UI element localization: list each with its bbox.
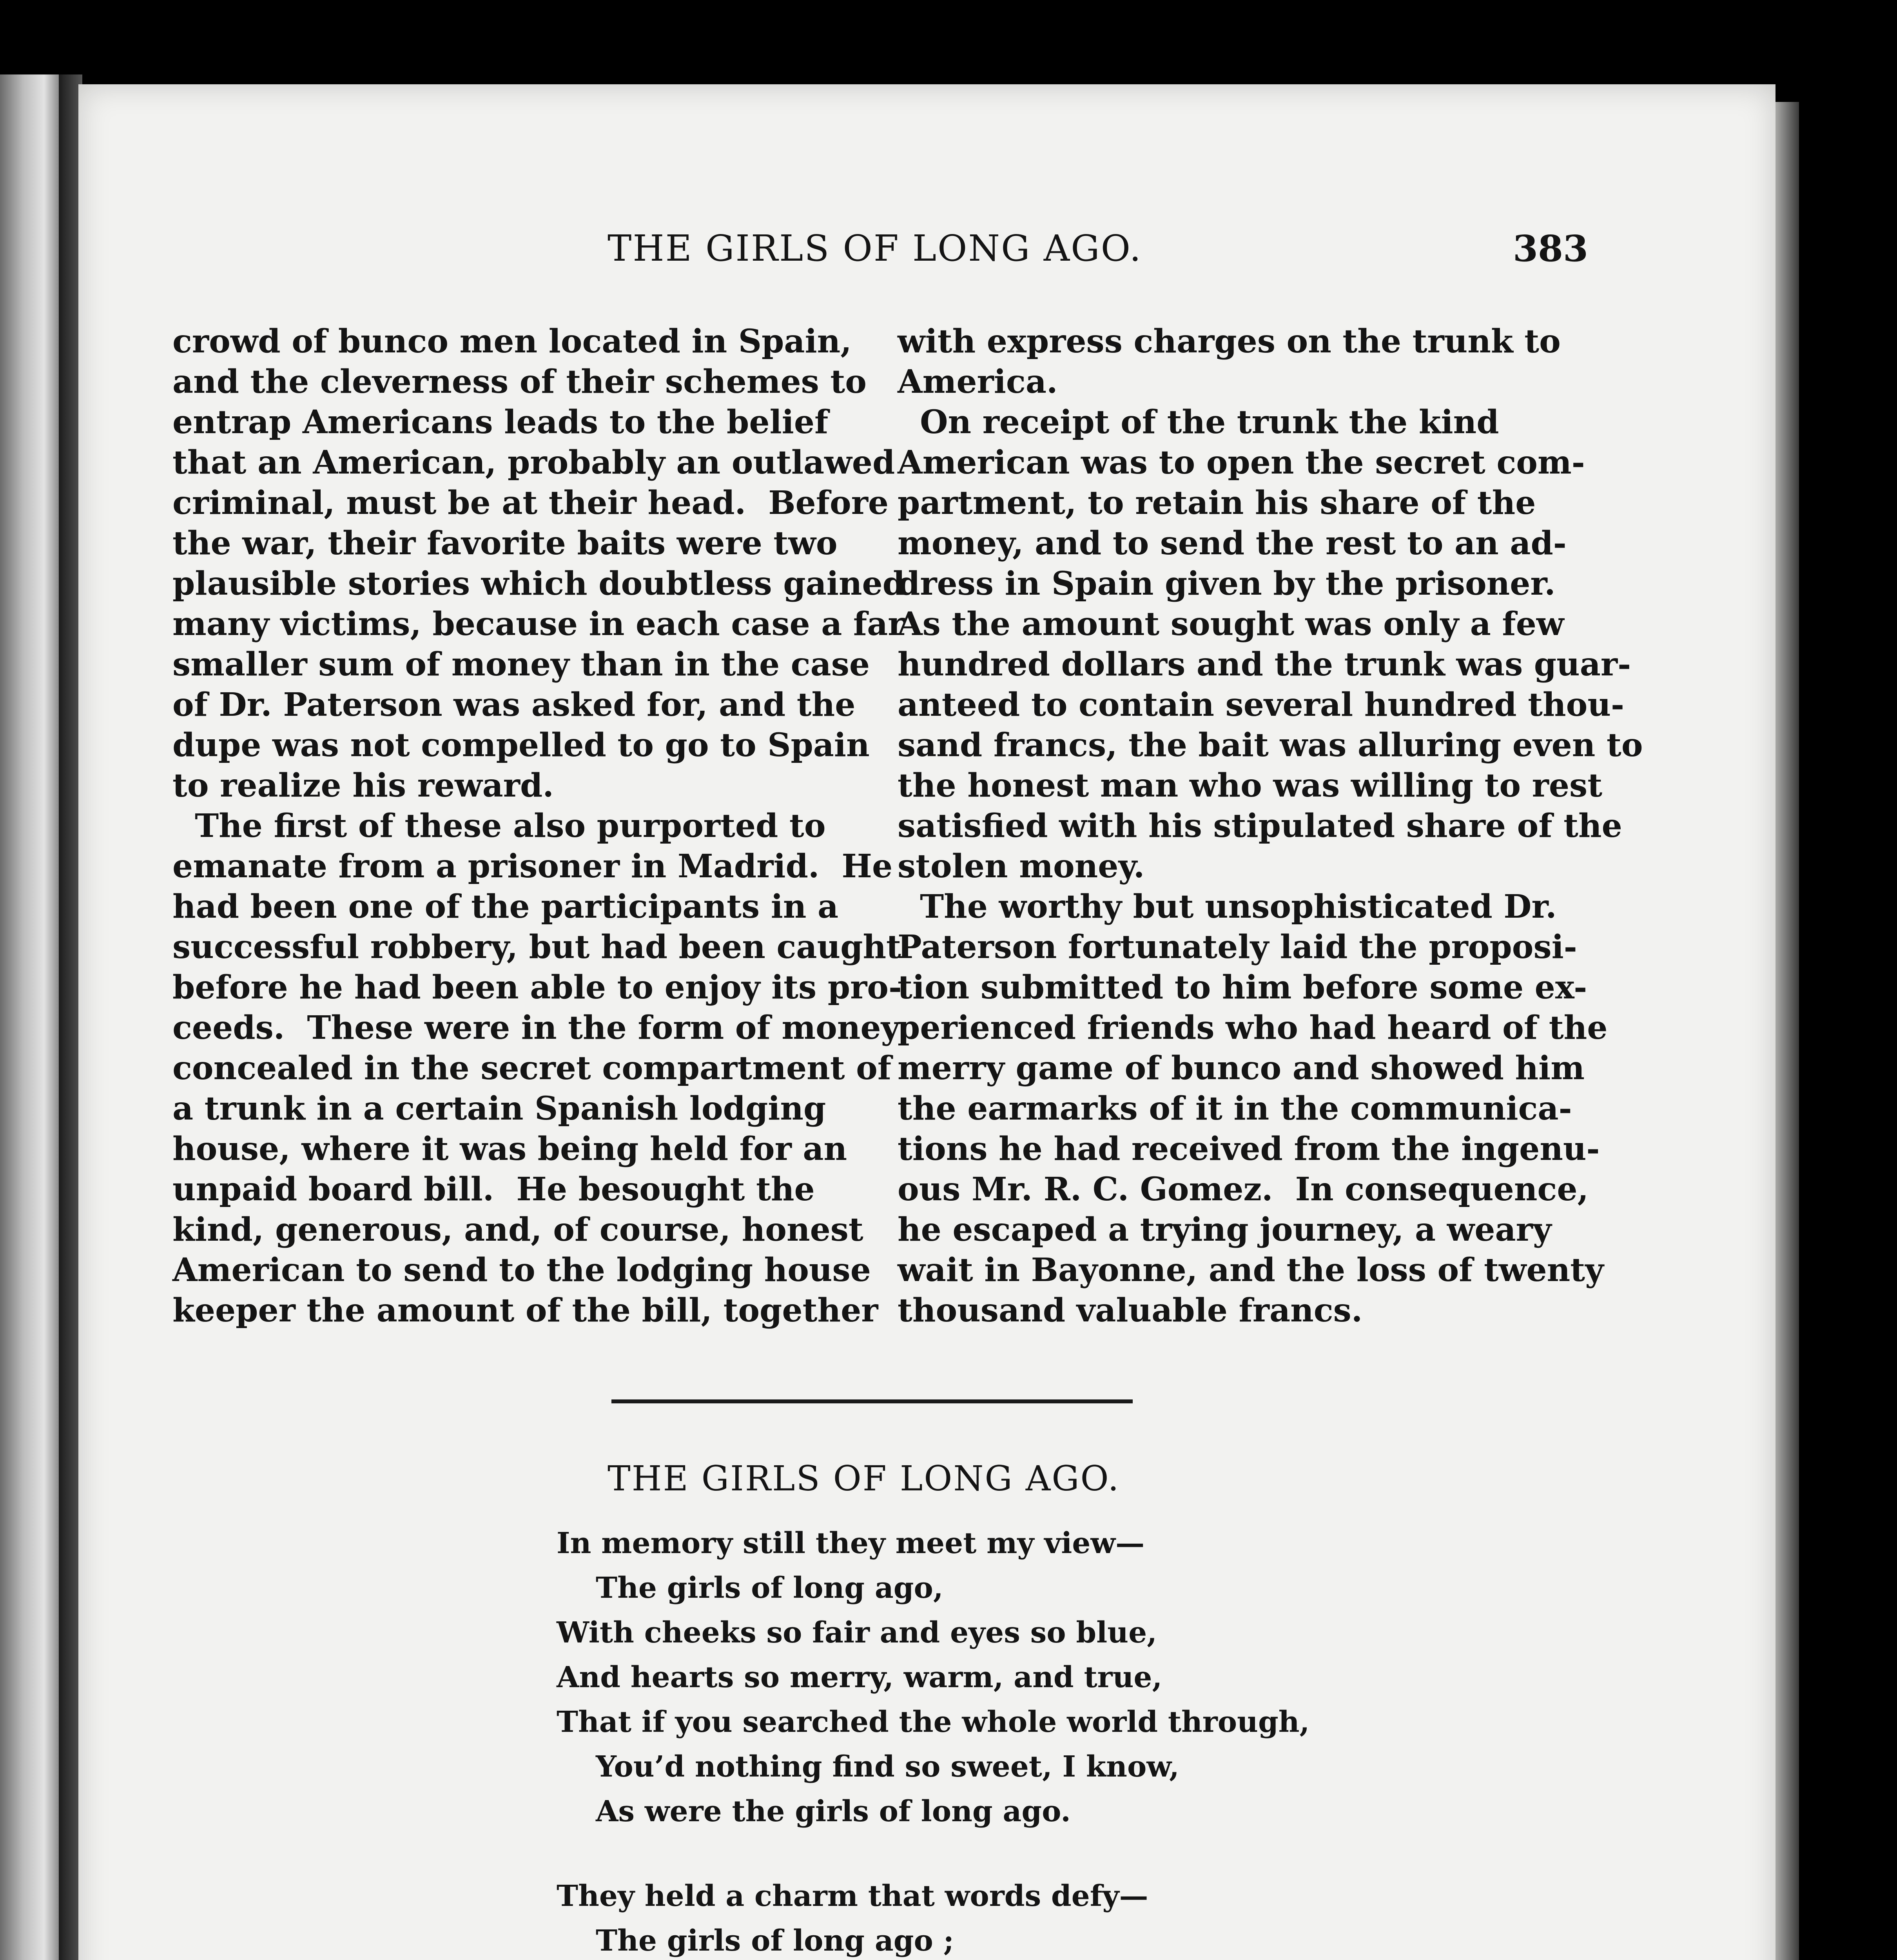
poem-title: THE GIRLS OF LONG AGO.	[608, 1458, 1120, 1499]
poem-line: As were the girls of long ago.	[596, 1795, 1071, 1828]
article-line: with express charges on the trunk to	[898, 323, 1561, 360]
article-line: As the amount sought was only a few	[898, 605, 1564, 643]
article-line: successful robbery, but had been caught	[172, 928, 901, 966]
article-line: and the cleverness of their schemes to	[172, 363, 867, 401]
article-line: smaller sum of money than in the case	[172, 646, 870, 683]
article-line: unpaid board bill. He besought the	[172, 1171, 815, 1208]
poem-line: The girls of long ago,	[596, 1571, 943, 1605]
article-left-column	[172, 321, 905, 1331]
article-line: entrap Americans leads to the belief	[172, 403, 829, 441]
poem-stanza-2	[557, 1874, 1458, 1960]
section-divider-rule	[611, 1399, 1133, 1403]
article-line: sand francs, the bait was alluring even to	[898, 726, 1643, 764]
poem-line: You’d nothing find so sweet, I know,	[596, 1750, 1179, 1784]
poem-line: That if you searched the whole world through,	[557, 1705, 1310, 1739]
facing-page-edge	[0, 74, 59, 1960]
article-line: emanate from a prisoner in Madrid. He	[172, 848, 893, 885]
page-number: 383	[1513, 227, 1589, 270]
poem-line: They held a charm that words defy—	[557, 1879, 1148, 1913]
article-line: ceeds. These were in the form of money	[172, 1009, 900, 1047]
article-line: had been one of the participants in a	[172, 888, 839, 926]
poem-line: With cheeks so fair and eyes so blue,	[557, 1616, 1157, 1650]
article-line: of Dr. Paterson was asked for, and the	[172, 686, 856, 724]
article-line: tion submitted to him before some ex-	[898, 969, 1587, 1006]
article-line: dress in Spain given by the prisoner.	[898, 565, 1556, 603]
article-line: to realize his reward.	[172, 767, 554, 804]
article-line: he escaped a trying journey, a weary	[898, 1211, 1552, 1249]
running-head: THE GIRLS OF LONG AGO.	[608, 227, 1142, 269]
article-line: before he had been able to enjoy its pro-	[172, 969, 902, 1006]
article-line: America.	[898, 363, 1058, 401]
article-line: that an American, probably an outlawed	[172, 444, 895, 481]
poem-line: The girls of long ago ;	[596, 1924, 954, 1958]
article-line: kind, generous, and, of course, honest	[172, 1211, 863, 1249]
article-line: ous Mr. R. C. Gomez. In consequence,	[898, 1171, 1589, 1208]
article-line: partment, to retain his share of the	[898, 484, 1536, 522]
article-line: criminal, must be at their head. Before	[172, 484, 889, 522]
article-line: many victims, because in each case a far	[172, 605, 905, 643]
article-line: The worthy but unsophisticated Dr.	[898, 888, 1557, 926]
article-line: money, and to send the rest to an ad-	[898, 524, 1567, 562]
article-line: a trunk in a certain Spanish lodging	[172, 1090, 826, 1127]
article-line: perienced friends who had heard of the	[898, 1009, 1608, 1047]
article-line: thousand valuable francs.	[898, 1292, 1363, 1329]
article-line: American was to open the secret com-	[898, 444, 1585, 481]
article-line: tions he had received from the ingenu-	[898, 1130, 1600, 1168]
article-line: wait in Bayonne, and the loss of twenty	[898, 1251, 1604, 1289]
article-line: American to send to the lodging house	[172, 1251, 871, 1289]
article-line: The first of these also purported to	[172, 807, 826, 845]
article-line: merry game of bunco and showed him	[898, 1049, 1585, 1087]
article-line: the war, their favorite baits were two	[172, 524, 838, 562]
poem-line: In memory still they meet my view—	[557, 1526, 1145, 1560]
article-line: stolen money.	[898, 848, 1145, 885]
article-line: house, where it was being held for an	[172, 1130, 847, 1168]
article-line: concealed in the secret compartment of	[172, 1049, 892, 1087]
article-line: dupe was not compelled to go to Spain	[172, 726, 870, 764]
article-line: the honest man who was willing to rest	[898, 767, 1603, 804]
article-line: keeper the amount of the bill, together	[172, 1292, 878, 1329]
article-line: anteed to contain several hundred thou-	[898, 686, 1625, 724]
article-line: On receipt of the trunk the kind	[898, 403, 1499, 441]
article-line: satisfied with his stipulated share of the	[898, 807, 1622, 845]
poem-line: And hearts so merry, warm, and true,	[557, 1661, 1163, 1694]
poem-stanza-1	[557, 1521, 1458, 1834]
article-line: crowd of bunco men located in Spain,	[172, 323, 852, 360]
article-line: plausible stories which doubtless gained	[172, 565, 905, 603]
article-line: Paterson fortunately laid the proposi-	[898, 928, 1577, 966]
article-line: the earmarks of it in the communica-	[898, 1090, 1572, 1127]
article-right-column	[898, 321, 1643, 1331]
article-line: hundred dollars and the trunk was guar-	[898, 646, 1631, 683]
